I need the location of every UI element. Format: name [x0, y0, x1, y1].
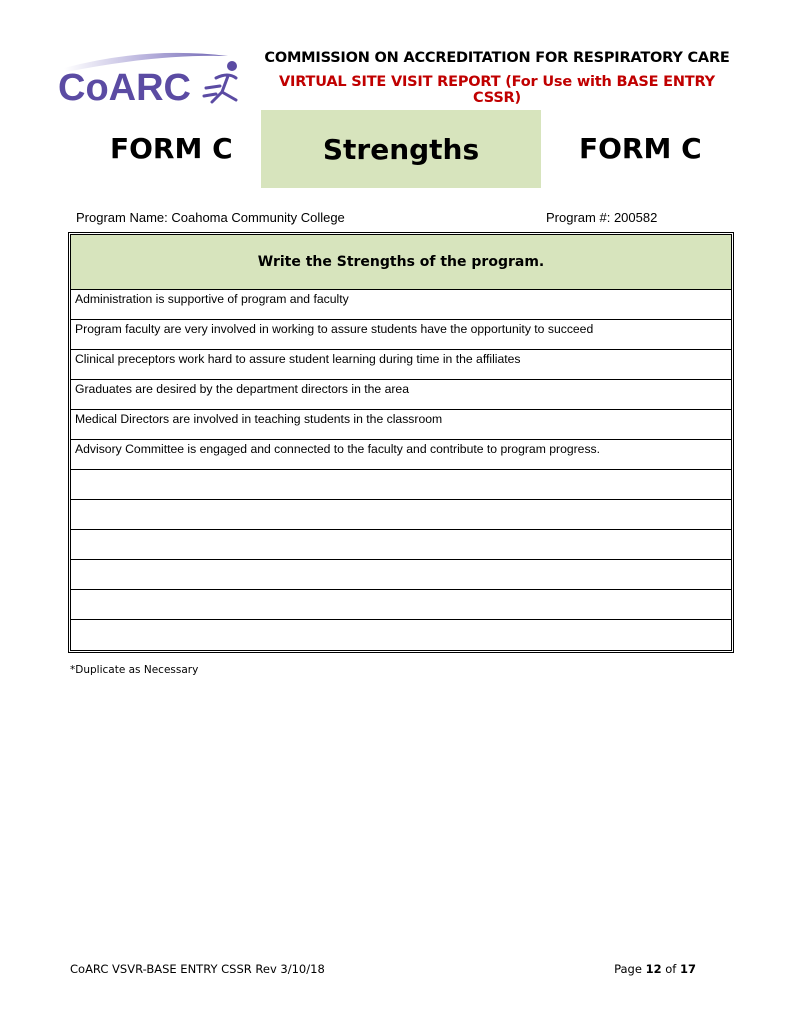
program-name-value[interactable]: Coahoma Community College [171, 210, 345, 225]
table-row[interactable]: Medical Directors are involved in teaching students in the classroom [71, 410, 731, 440]
table-row[interactable] [71, 470, 731, 500]
table-header-text: Write the Strengths of the program. [257, 254, 545, 270]
page-total: 17 [679, 962, 696, 976]
program-name-label: Program Name: [76, 210, 168, 225]
page-current: 12 [645, 962, 662, 976]
table-row[interactable] [71, 590, 731, 620]
strengths-table [68, 232, 734, 653]
program-number [546, 210, 657, 225]
table-header [71, 235, 731, 290]
duplicate-note: *Duplicate as Necessary [70, 664, 199, 676]
logo-text: CoARC [58, 67, 191, 108]
page-word: Page [614, 962, 642, 976]
table-row[interactable]: Clinical preceptors work hard to assure student learning during time in the affiliates [71, 350, 731, 380]
table-row[interactable]: Advisory Committee is engaged and connected to the faculty and contribute to program progress. [71, 440, 731, 470]
section-title-box [261, 110, 541, 188]
table-row[interactable]: Program faculty are very involved in working to assure students have the opportunity to succeed [71, 320, 731, 350]
footer-revision: CoARC VSVR-BASE ENTRY CSSR Rev 3/10/18 [70, 962, 325, 976]
report-title: VIRTUAL SITE VISIT REPORT (For Use with BASE ENTRY CSSR) [279, 74, 715, 106]
table-row[interactable]: Graduates are desired by the department directors in the area [71, 380, 731, 410]
table-row[interactable] [71, 560, 731, 590]
page-number [600, 962, 696, 976]
table-row[interactable] [71, 530, 731, 560]
form-label-left: FORM C [110, 132, 233, 165]
program-number-value[interactable]: 200582 [613, 210, 658, 225]
runner-icon [204, 61, 237, 102]
program-name [76, 210, 345, 225]
program-number-label: Program #: [546, 210, 611, 225]
form-label-right: FORM C [579, 132, 702, 165]
section-title: Strengths [322, 132, 480, 166]
table-row[interactable] [71, 620, 731, 650]
table-row[interactable]: Administration is supportive of program and faculty [71, 290, 731, 320]
coarc-logo [56, 48, 252, 108]
of-word: of [665, 962, 677, 976]
org-title: COMMISSION ON ACCREDITATION FOR RESPIRATORY CARE [264, 50, 730, 66]
table-row[interactable] [71, 500, 731, 530]
